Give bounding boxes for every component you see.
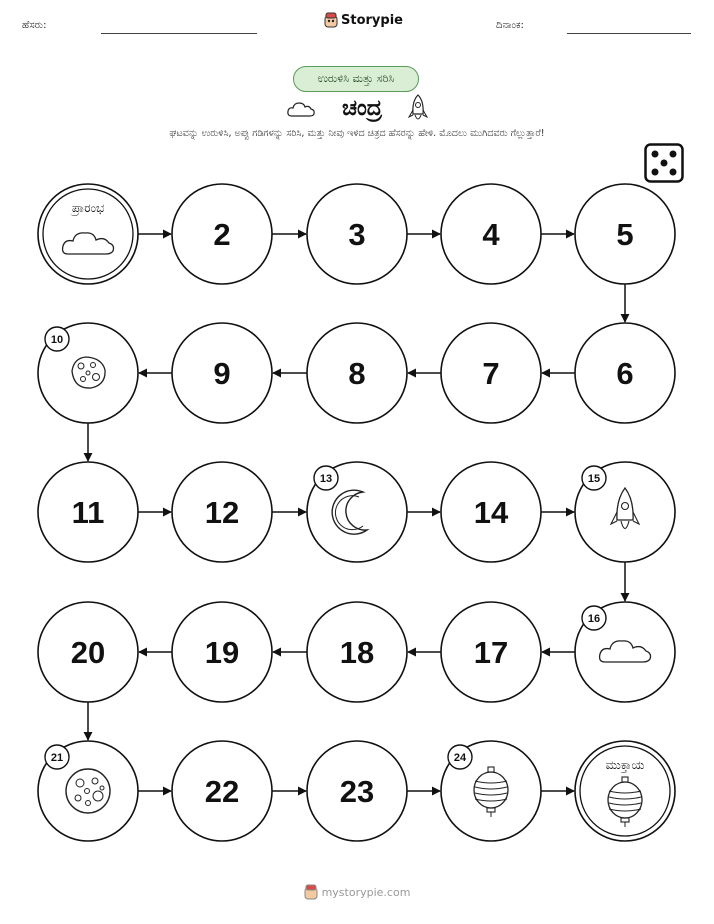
date-label: ದಿನಾಂಕ: bbox=[496, 20, 524, 31]
board-space-1[interactable] bbox=[38, 184, 138, 284]
mascot-icon bbox=[304, 884, 318, 900]
board-space-8[interactable] bbox=[307, 323, 407, 423]
board-space-12[interactable] bbox=[172, 462, 272, 562]
board-space-4[interactable] bbox=[441, 184, 541, 284]
footer-site: mystorypie.com bbox=[321, 885, 411, 899]
board-space-21[interactable] bbox=[38, 741, 138, 841]
space-number: 11 bbox=[71, 495, 105, 530]
board-space-9[interactable] bbox=[172, 323, 272, 423]
board-space-11[interactable] bbox=[38, 462, 138, 562]
board-space-2[interactable] bbox=[172, 184, 272, 284]
footer bbox=[0, 884, 714, 900]
svg-text:16: 16 bbox=[587, 613, 601, 625]
board-space-5[interactable] bbox=[575, 184, 675, 284]
space-number-badge bbox=[314, 466, 338, 490]
board-space-13[interactable] bbox=[307, 462, 407, 562]
space-number-badge bbox=[45, 327, 69, 351]
space-number: 23 bbox=[339, 774, 375, 809]
board-space-25[interactable] bbox=[575, 741, 675, 841]
svg-text:24: 24 bbox=[453, 752, 467, 764]
space-number-badge bbox=[448, 745, 472, 769]
space-number: 12 bbox=[204, 495, 240, 530]
space-number: 4 bbox=[482, 217, 500, 252]
game-tag: ಉರುಳಿಸಿ ಮತ್ತು ಸರಿಸಿ bbox=[293, 66, 419, 92]
svg-text:15: 15 bbox=[587, 473, 601, 485]
space-number: 9 bbox=[213, 356, 231, 391]
space-number: 7 bbox=[482, 356, 500, 391]
svg-text:21: 21 bbox=[50, 752, 64, 764]
board-space-20[interactable] bbox=[38, 602, 138, 702]
space-number: 3 bbox=[348, 217, 366, 252]
board-space-14[interactable] bbox=[441, 462, 541, 562]
space-number-badge bbox=[582, 466, 606, 490]
board-space-3[interactable] bbox=[307, 184, 407, 284]
board-space-18[interactable] bbox=[307, 602, 407, 702]
board-space-16[interactable] bbox=[575, 602, 675, 702]
space-number-badge bbox=[582, 606, 606, 630]
instructions: ಘಟವನ್ನು ಉರುಳಿಸಿ, ಅಪ್ಪು ಗಡಿಗಳನ್ನು ಸರಿಸಿ, ಮತ್ತು ನೀವು ಇಳಿದ ಚಿತ್ರದ ಹೆಸರನ್ನು ಹೇಳಿ. ಮೊದಲು ಮುಗಿದವರು ಗೆಲ್ಲುತ್ತಾರೆ! bbox=[169, 128, 545, 139]
board-space-7[interactable] bbox=[441, 323, 541, 423]
space-number: 8 bbox=[348, 356, 366, 391]
space-number: 18 bbox=[339, 635, 375, 670]
space-number: 2 bbox=[213, 217, 231, 252]
board-space-19[interactable] bbox=[172, 602, 272, 702]
brand-name: Storypie bbox=[341, 12, 403, 28]
space-number-badge bbox=[45, 745, 69, 769]
board-space-10[interactable] bbox=[38, 323, 138, 423]
space-label: ಪ್ರಾರಂಭ bbox=[71, 201, 105, 215]
board-space-24[interactable] bbox=[441, 741, 541, 841]
svg-text:13: 13 bbox=[319, 473, 333, 485]
space-number: 14 bbox=[473, 495, 509, 530]
space-number: 20 bbox=[70, 635, 106, 670]
space-number: 19 bbox=[204, 635, 240, 670]
title-text: ಚಂದ್ರ bbox=[342, 96, 382, 121]
board-space-15[interactable] bbox=[575, 462, 675, 562]
board-space-17[interactable] bbox=[441, 602, 541, 702]
space-number: 6 bbox=[616, 356, 634, 391]
name-label: ಹೆಸರು: bbox=[22, 20, 47, 31]
board-space-22[interactable] bbox=[172, 741, 272, 841]
space-number: 22 bbox=[204, 774, 240, 809]
board-space-6[interactable] bbox=[575, 323, 675, 423]
board-space-23[interactable] bbox=[307, 741, 407, 841]
space-number: 17 bbox=[473, 635, 509, 670]
space-label: ಮುಕ್ತಾಯ bbox=[605, 758, 645, 772]
svg-text:10: 10 bbox=[50, 334, 64, 346]
space-number: 5 bbox=[616, 217, 634, 252]
